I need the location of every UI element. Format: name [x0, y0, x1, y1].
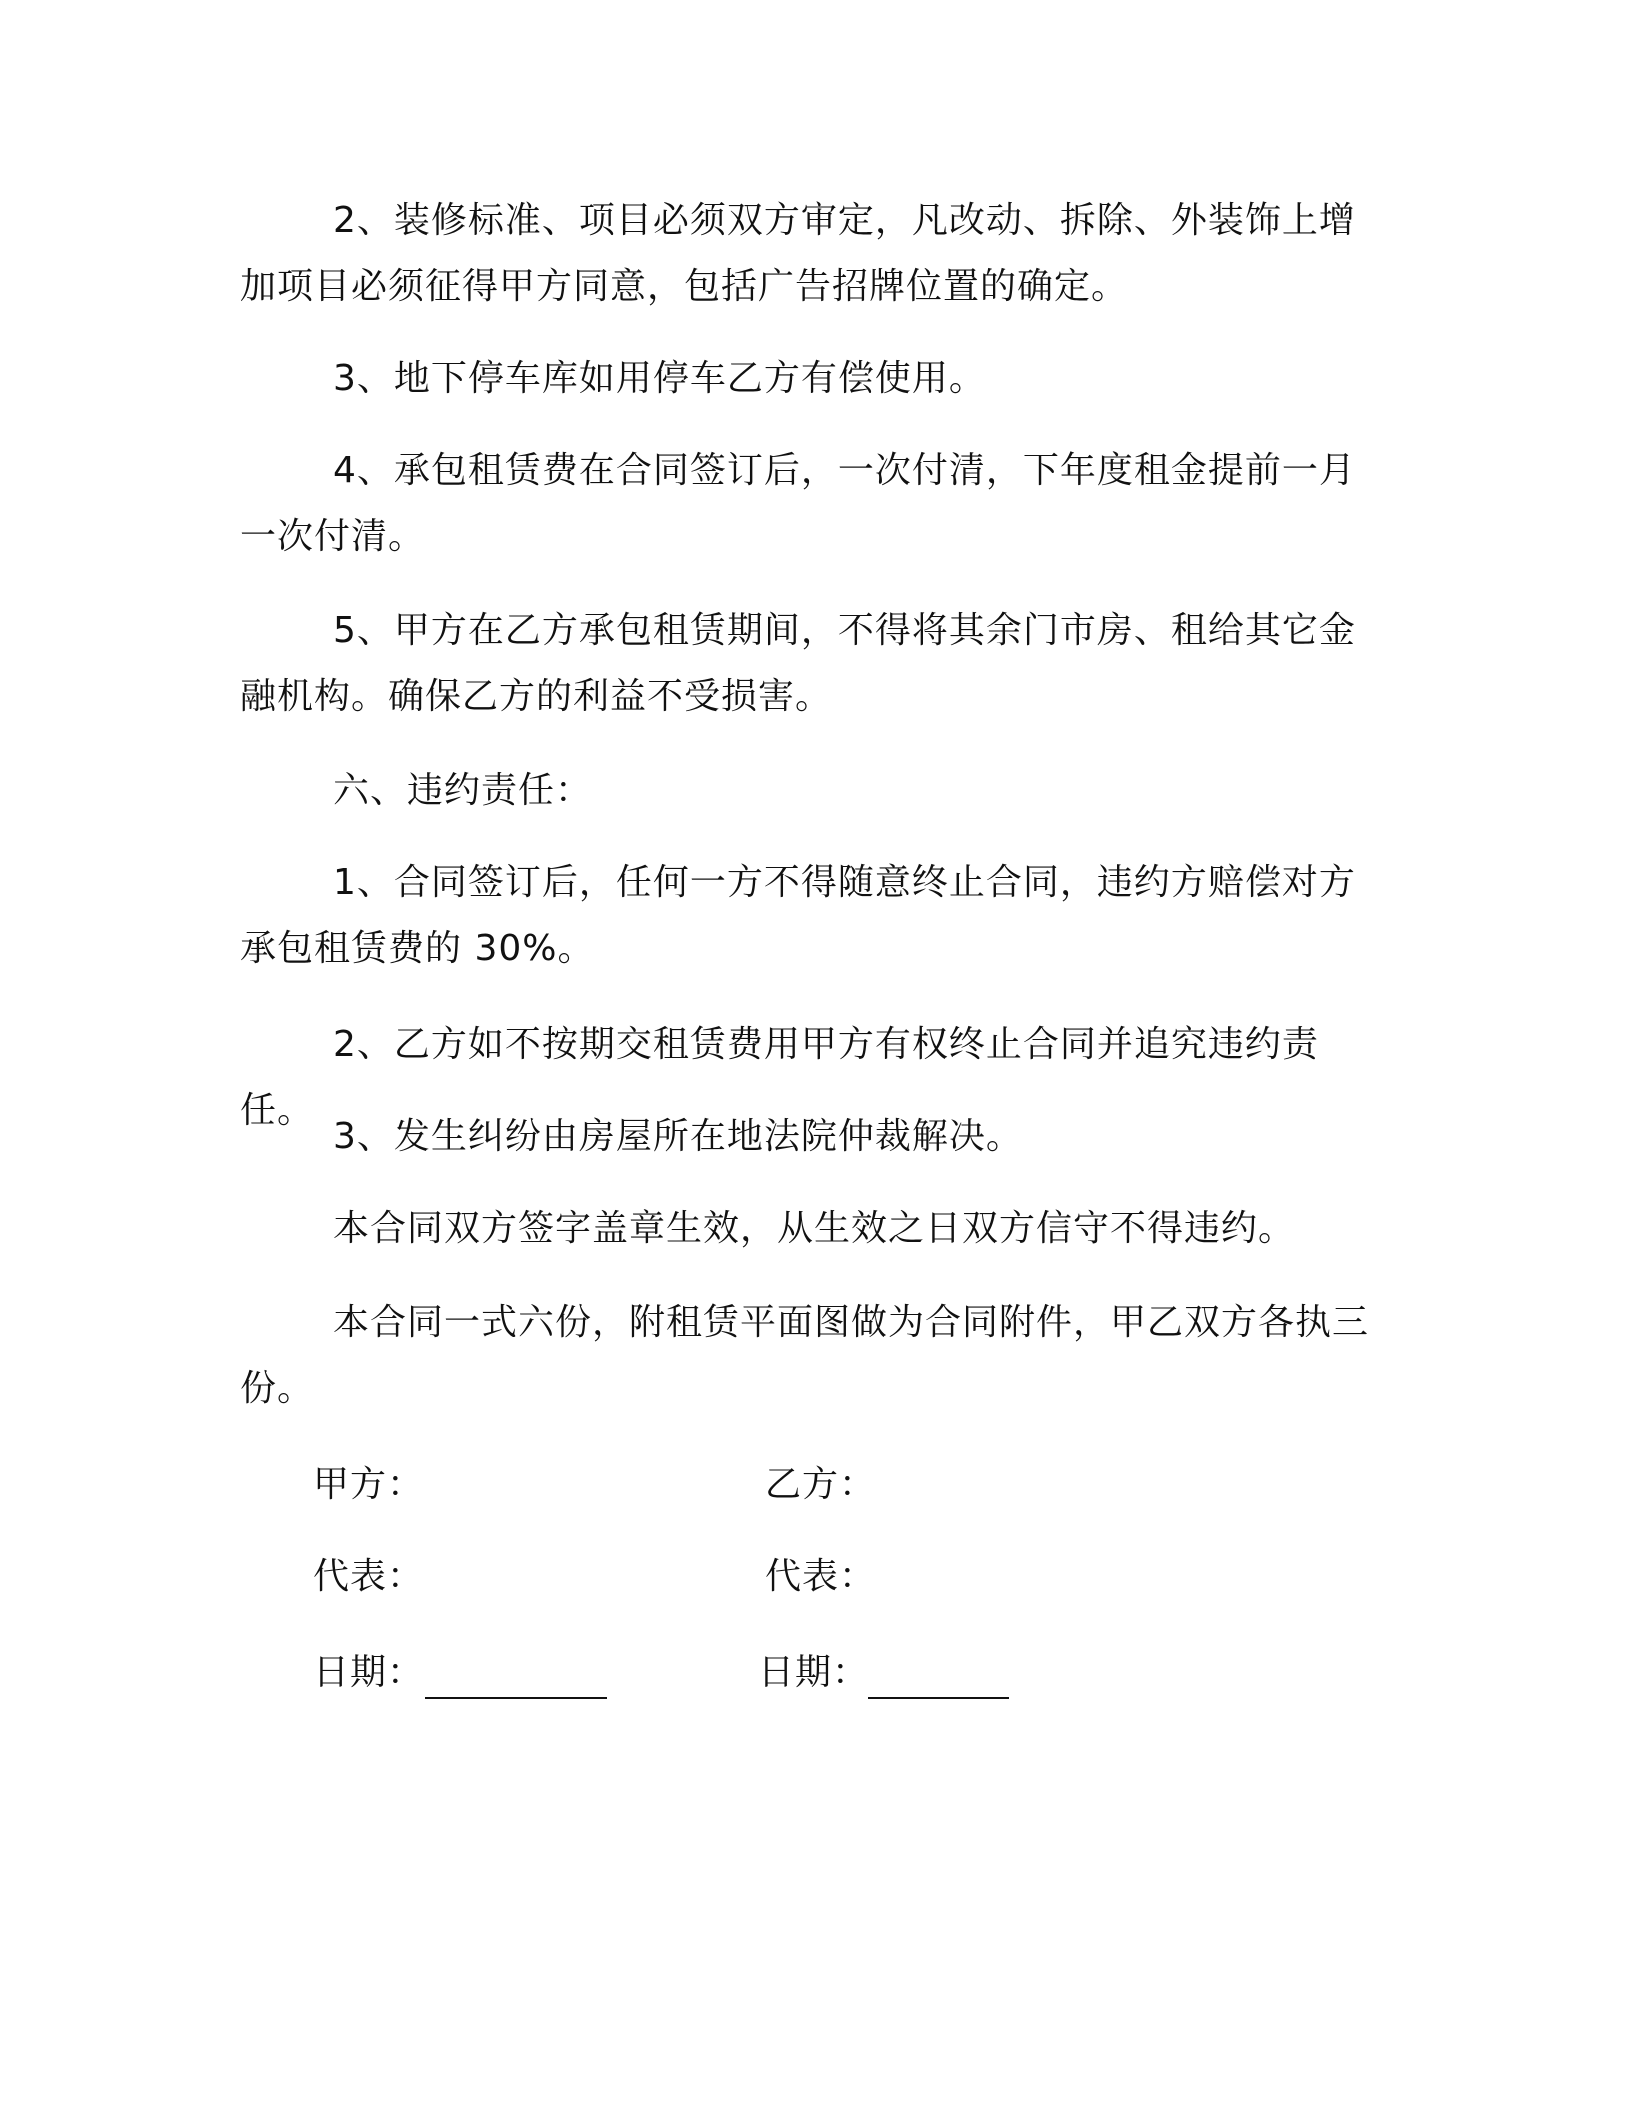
clause-decoration-standard: 2、装修标准、项目必须双方审定，凡改动、拆除、外装饰上增加项目必须征得甲方同意，包括广告招牌位置的确定。: [240, 200, 1356, 307]
rep-b-label: 代表：: [765, 1556, 877, 1597]
rep-a-label: 代表：: [313, 1556, 425, 1597]
date-a-label: 日期：: [313, 1652, 425, 1693]
clause-dispute: 3、发生纠纷由房屋所在地法院仲裁解决。: [333, 1116, 1023, 1157]
date-a-underline: [425, 1697, 607, 1699]
clause-late-payment: 2、乙方如不按期交租赁费用甲方有权终止合同并追究违约责任。: [240, 1024, 1319, 1131]
clause-effective: 本合同双方签字盖章生效，从生效之日双方信守不得违约。: [333, 1208, 1296, 1249]
clause-exclusivity: 5、甲方在乙方承包租赁期间，不得将其余门市房、租给其它金融机构。确保乙方的利益不受损害。: [240, 610, 1356, 717]
clause-payment: 4、承包租赁费在合同签订后，一次付清，下年度租金提前一月一次付清。: [240, 450, 1356, 557]
party-b-label: 乙方：: [765, 1464, 877, 1505]
date-b-underline: [868, 1697, 1009, 1699]
clause-copies: 本合同一式六份，附租赁平面图做为合同附件，甲乙双方各执三份。: [240, 1302, 1370, 1409]
party-a-label: 甲方：: [313, 1464, 425, 1505]
clause-termination: 1、合同签订后，任何一方不得随意终止合同，违约方赔偿对方承包租赁费的 30%。: [240, 862, 1356, 969]
section-heading-liability: 六、违约责任：: [333, 770, 593, 811]
clause-parking: 3、地下停车库如用停车乙方有偿使用。: [333, 358, 986, 399]
date-b-label: 日期：: [758, 1652, 870, 1693]
